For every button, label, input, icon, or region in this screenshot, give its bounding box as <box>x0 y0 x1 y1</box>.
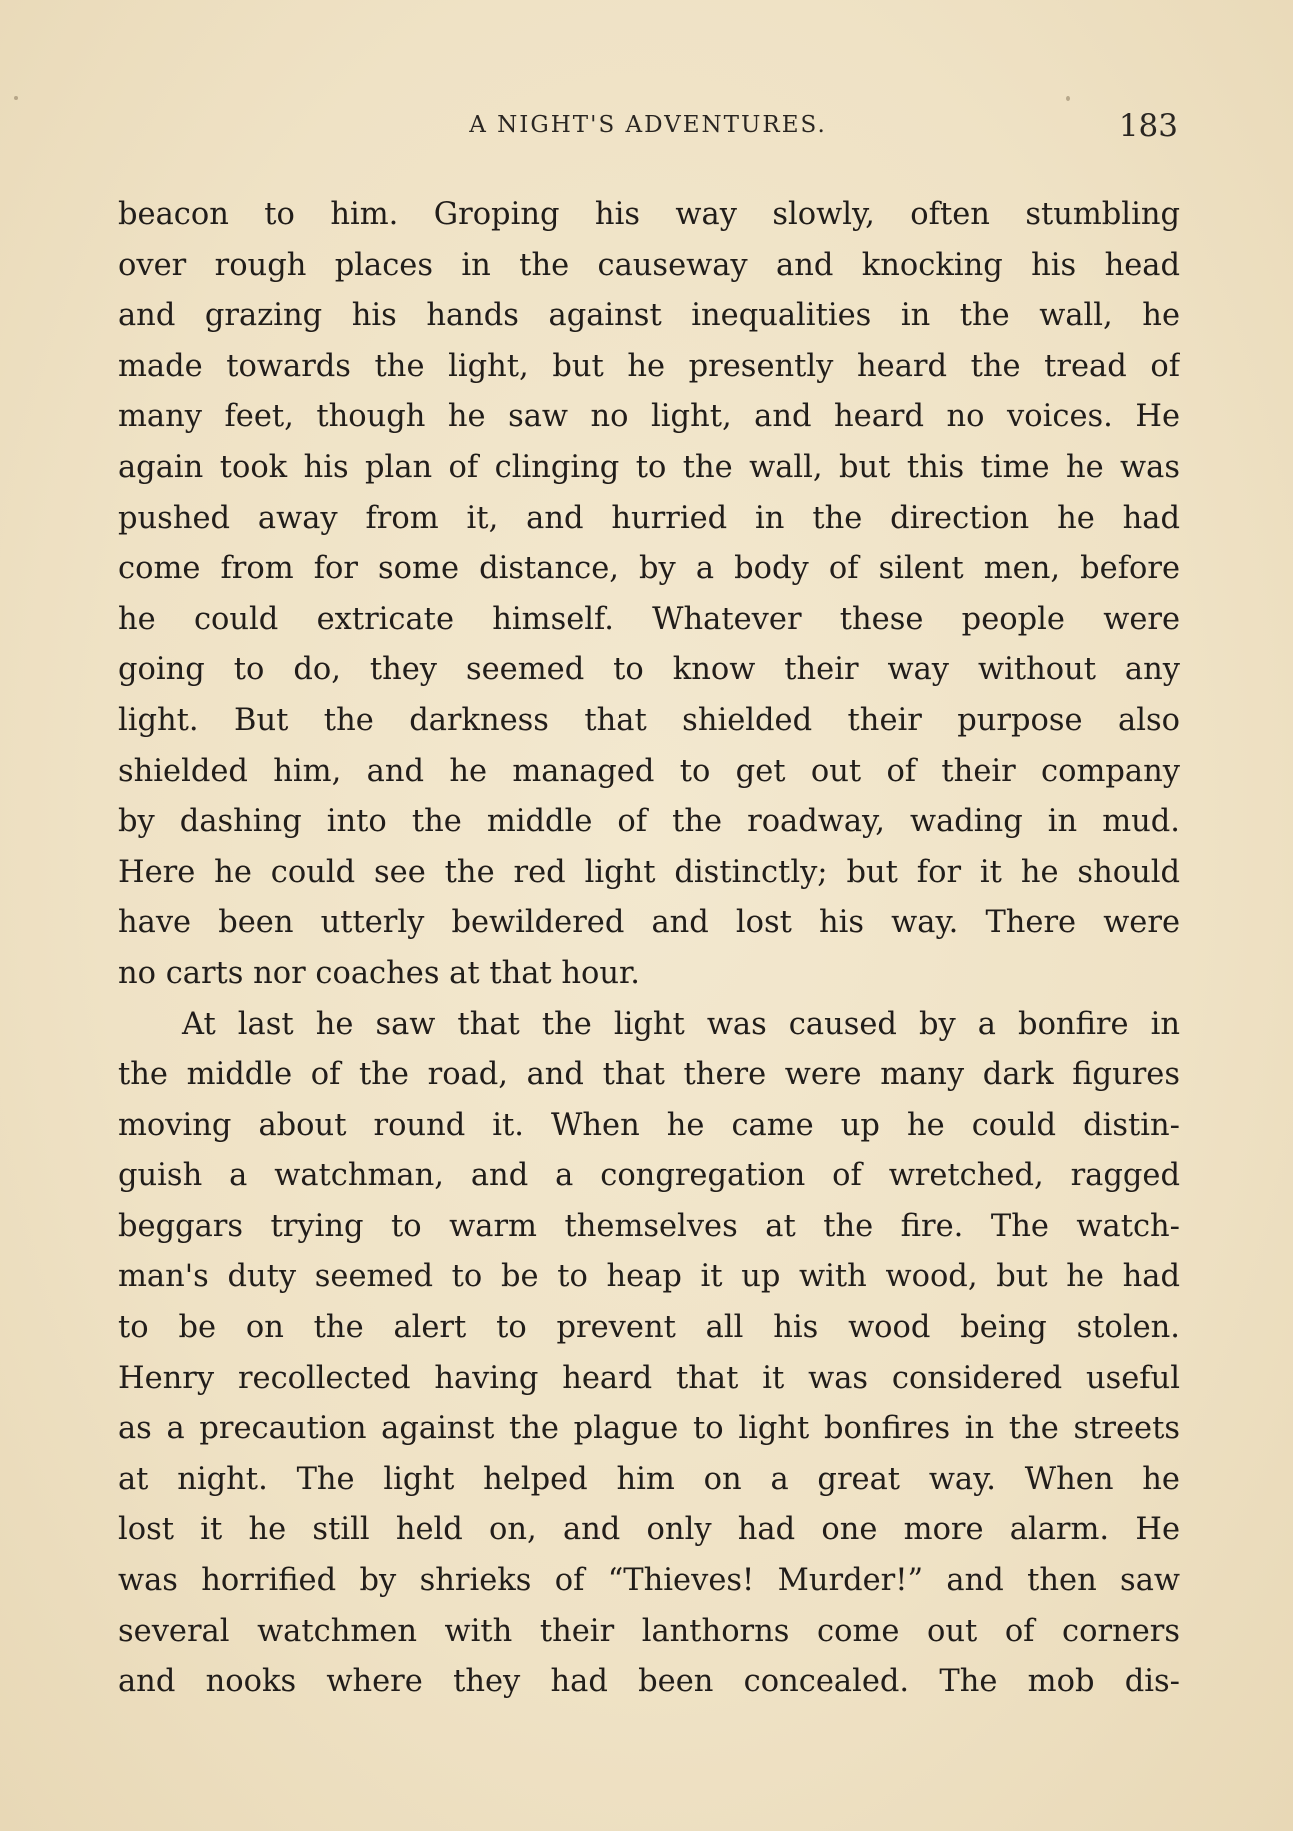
text-line: have been utterly bewildered and lost his way. There were <box>118 905 1180 941</box>
text-line: was horrified by shrieks of “Thieves! Murder!” and then saw <box>118 1563 1180 1599</box>
text-line: At last he saw that the light was caused by a bonfire in <box>182 1006 1180 1042</box>
text-line: again took his plan of clinging to the wall, but this time he was <box>118 449 1180 485</box>
text-line: and grazing his hands against inequalities in the wall, he <box>118 298 1180 334</box>
text-line: moving about round it. When he came up he could distin- <box>118 1107 1180 1143</box>
text-line: at night. The light helped him on a great way. When he <box>118 1461 1180 1497</box>
text-line: shielded him, and he managed to get out of their company <box>118 753 1180 789</box>
text-line: beggars trying to warm themselves at the fire. The watch- <box>118 1208 1180 1244</box>
text-line: pushed away from it, and hurried in the direction he had <box>118 500 1180 536</box>
text-line: Henry recollected having heard that it was considered useful <box>118 1360 1180 1396</box>
text-line: and nooks where they had been concealed. The mob dis- <box>118 1664 1180 1700</box>
paragraph <box>118 190 1180 1000</box>
page-number: 183 <box>1118 108 1178 144</box>
page-header <box>118 108 1178 148</box>
paper-speck <box>1066 96 1070 101</box>
text-line: over rough places in the causeway and knocking his head <box>118 247 1180 283</box>
text-line: to be on the alert to prevent all his wood being stolen. <box>118 1310 1180 1346</box>
text-line: guish a watchman, and a congregation of wretched, ragged <box>118 1158 1180 1194</box>
running-title: A NIGHT'S ADVENTURES. <box>469 112 827 138</box>
text-line: beacon to him. Groping his way slowly, often stumbling <box>118 197 1180 232</box>
text-line: by dashing into the middle of the roadway, wading in mud. <box>118 804 1180 840</box>
paper-speck <box>14 96 18 100</box>
text-line: Here he could see the red light distinctly; but for it he should <box>118 854 1180 890</box>
text-line: as a precaution against the plague to light bonfires in the streets <box>118 1411 1180 1447</box>
text-line: many feet, though he saw no light, and heard no voices. He <box>118 399 1180 435</box>
text-line: he could extricate himself. Whatever these people were <box>118 601 1180 637</box>
text-line: made towards the light, but he presently heard the tread of <box>118 348 1180 384</box>
text-line: come from for some distance, by a body of silent men, before <box>118 551 1180 587</box>
paragraph <box>118 1000 1180 1708</box>
text-line: lost it he still held on, and only had one more alarm. He <box>118 1512 1180 1548</box>
body-text <box>118 190 1180 1708</box>
text-line: man's duty seemed to be to heap it up with wood, but he had <box>118 1259 1180 1295</box>
text-line: light. But the darkness that shielded their purpose also <box>118 702 1180 738</box>
text-line: going to do, they seemed to know their way without any <box>118 652 1180 688</box>
text-line: several watchmen with their lanthorns come out of corners <box>118 1613 1180 1649</box>
text-line: the middle of the road, and that there were many dark figures <box>118 1057 1180 1093</box>
text-line: no carts nor coaches at that hour. <box>118 955 640 991</box>
